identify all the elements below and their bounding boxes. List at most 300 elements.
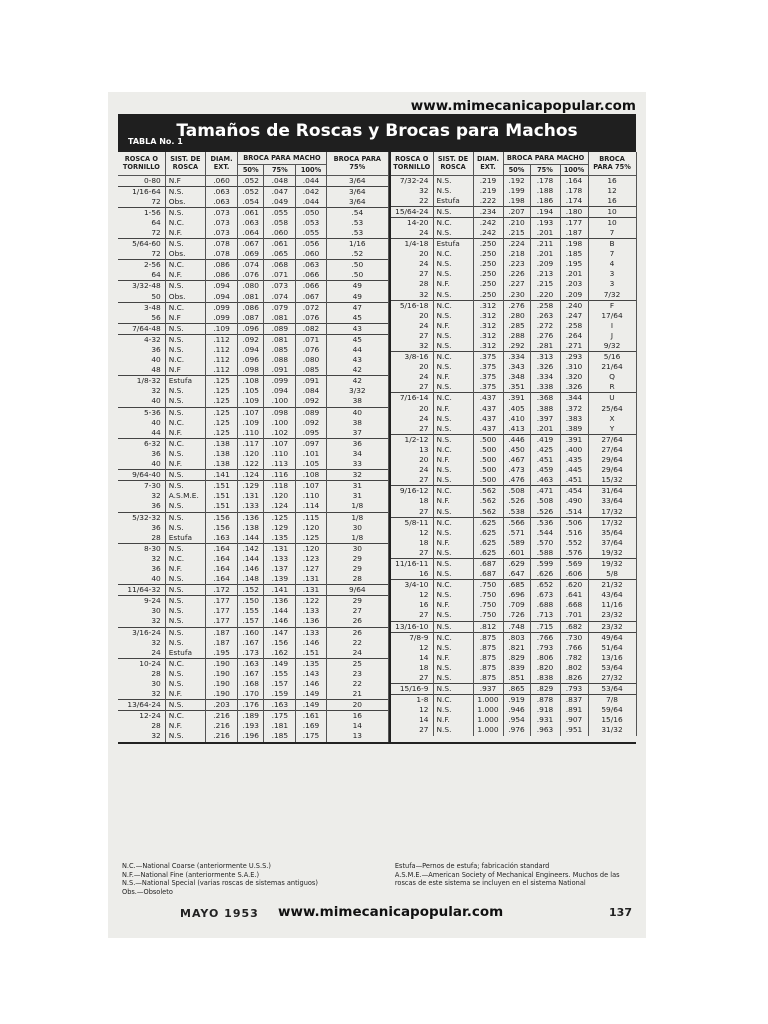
table-cell: 3/4-10 <box>391 580 433 591</box>
table-cell: 16 <box>391 600 433 610</box>
table-row <box>391 175 636 186</box>
table-cell: N.F. <box>433 372 473 382</box>
table-cell: .131 <box>264 543 296 554</box>
table-cell: X <box>588 414 636 424</box>
table-cell: .188 <box>530 186 560 196</box>
table-cell: .625 <box>473 528 503 538</box>
table-cell: 40 <box>326 407 388 418</box>
table-cell: 1.000 <box>473 695 503 706</box>
table-cell: .081 <box>264 313 296 324</box>
table-row <box>391 352 636 363</box>
table-cell: N.F. <box>165 428 205 439</box>
table-cell: 30 <box>118 606 165 616</box>
table-cell: N.F. <box>433 496 473 506</box>
table-cell: .203 <box>560 279 588 289</box>
table-row <box>118 418 389 428</box>
table-cell: 24 <box>391 372 433 382</box>
table-cell: .391 <box>503 393 530 404</box>
table-cell: .820 <box>530 663 560 673</box>
table-cell: .131 <box>238 491 264 501</box>
table-cell: .224 <box>503 239 530 250</box>
table-cell: 7/16-14 <box>391 393 433 404</box>
table-row <box>391 393 636 404</box>
table-cell: U <box>588 393 636 404</box>
table-cell: N.F. <box>433 279 473 289</box>
table-cell: .181 <box>264 721 296 731</box>
table-cell: .079 <box>264 302 296 313</box>
table-cell: 9-24 <box>118 596 165 607</box>
table-cell: .348 <box>503 372 530 382</box>
table-cell: 24 <box>326 648 388 659</box>
table-cell: .445 <box>560 465 588 475</box>
table-cell: 40 <box>118 418 165 428</box>
table-cell: 3/64 <box>326 197 388 208</box>
table-cell: .055 <box>296 228 326 239</box>
table-cell: .141 <box>264 585 296 596</box>
table-cell: .641 <box>560 590 588 600</box>
table-cell: 27 <box>391 673 433 684</box>
table-cell: N.S. <box>433 684 473 695</box>
table-cell: .076 <box>296 313 326 324</box>
table-row <box>118 711 389 722</box>
table-row <box>118 501 389 512</box>
table-cell: 24 <box>391 259 433 269</box>
table-cell: 17/32 <box>588 517 636 528</box>
table-cell: .209 <box>530 259 560 269</box>
table-row <box>391 507 636 518</box>
table-cell: N.C. <box>433 486 473 497</box>
table-row <box>118 345 389 355</box>
table-cell: .312 <box>473 331 503 341</box>
table-cell: .073 <box>205 218 237 228</box>
table-cell: .055 <box>264 207 296 218</box>
table-cell: 32 <box>118 731 165 741</box>
table-cell: .146 <box>296 679 326 689</box>
table-cell: N.C. <box>433 445 473 455</box>
table-cell: .116 <box>264 470 296 481</box>
table-cell: 29/64 <box>588 455 636 465</box>
table-cell: .250 <box>473 269 503 279</box>
table-cell: .812 <box>473 621 503 632</box>
table-cell: .113 <box>264 459 296 470</box>
table-cell: .131 <box>296 574 326 585</box>
table-cell: .838 <box>530 673 560 684</box>
table-cell: .074 <box>264 292 296 303</box>
table-cell: .878 <box>530 695 560 706</box>
table-cell: .185 <box>560 249 588 259</box>
table-cell: .164 <box>205 574 237 585</box>
table-cell: 44 <box>326 345 388 355</box>
table-cell: 43/64 <box>588 590 636 600</box>
table-row <box>118 679 389 689</box>
table-cell: .227 <box>503 279 530 289</box>
table-cell: .156 <box>205 512 237 523</box>
table-cell: .137 <box>264 564 296 574</box>
table-cell: 25/64 <box>588 404 636 414</box>
table-cell: 7/64-48 <box>118 323 165 334</box>
table-cell: .091 <box>264 365 296 376</box>
table-cell: 7-30 <box>118 481 165 492</box>
table-cell: .258 <box>560 321 588 331</box>
table-cell: .750 <box>473 610 503 621</box>
table-cell: .310 <box>560 362 588 372</box>
table-cell: Estufa <box>165 533 205 544</box>
table-cell: 34 <box>326 449 388 459</box>
col-sistema: SIST. DE ROSCA <box>433 152 473 175</box>
table-cell: Estufa <box>433 196 473 207</box>
table-cell: .250 <box>473 279 503 289</box>
table-cell: .216 <box>205 731 237 741</box>
table-cell: 28 <box>391 279 433 289</box>
table-cell: N.S. <box>433 414 473 424</box>
table-cell: N.F. <box>433 321 473 331</box>
col-diametro: DIAM. EXT. <box>205 152 237 175</box>
table-cell: .138 <box>205 438 237 449</box>
table-cell: .216 <box>205 711 237 722</box>
table-row <box>391 486 636 497</box>
table-cell: 16 <box>326 711 388 722</box>
table-row <box>391 279 636 289</box>
table-cell: .368 <box>530 393 560 404</box>
table-cell: .234 <box>473 206 503 217</box>
table-cell: .125 <box>205 428 237 439</box>
table-cell: .687 <box>473 558 503 569</box>
table-cell: 9/32 <box>588 341 636 352</box>
table-cell: 45 <box>326 334 388 345</box>
table-row <box>391 455 636 465</box>
table-cell: .601 <box>503 548 530 559</box>
table-row <box>118 218 389 228</box>
table-cell: .937 <box>473 684 503 695</box>
table-row <box>118 721 389 731</box>
table-row <box>118 616 389 627</box>
table-cell: .203 <box>205 700 237 711</box>
table-cell: N.S. <box>165 638 205 648</box>
table-cell: N.S. <box>433 548 473 559</box>
table-cell: .569 <box>560 558 588 569</box>
table-cell: .053 <box>296 218 326 228</box>
table-cell: .946 <box>503 705 530 715</box>
table-cell: .085 <box>264 345 296 355</box>
table-cell: .177 <box>205 606 237 616</box>
table-cell: N.F. <box>165 721 205 731</box>
table-cell: .149 <box>264 658 296 669</box>
table-cell: .388 <box>530 404 560 414</box>
table-cell: N.S. <box>165 345 205 355</box>
table-row <box>118 700 389 711</box>
table-cell: .53 <box>326 228 388 239</box>
table-row <box>118 270 389 281</box>
table-cell: N.S. <box>433 673 473 684</box>
table-cell: .151 <box>205 481 237 492</box>
table-cell: .829 <box>503 653 530 663</box>
table-cell: 4 <box>588 259 636 269</box>
table-cell: 24 <box>118 648 165 659</box>
table-cell: .122 <box>238 459 264 470</box>
table-cell: .135 <box>296 658 326 669</box>
table-cell: .146 <box>264 616 296 627</box>
table-cell: 5/16 <box>588 352 636 363</box>
table-row <box>118 491 389 501</box>
table-cell: .125 <box>205 376 237 387</box>
table-cell: N.F. <box>165 459 205 470</box>
table-cell: N.S. <box>433 434 473 445</box>
table-cell: .195 <box>205 648 237 659</box>
table-cell: .109 <box>205 323 237 334</box>
table-cell: .108 <box>296 470 326 481</box>
table-cell: 16 <box>588 175 636 186</box>
table-cell: .190 <box>205 669 237 679</box>
table-cell: .199 <box>503 186 530 196</box>
table-cell: .092 <box>238 334 264 345</box>
table-cell: .133 <box>238 501 264 512</box>
table-cell: .851 <box>503 673 530 684</box>
table-row <box>391 653 636 663</box>
table-cell: .061 <box>238 207 264 218</box>
table-row <box>118 731 389 741</box>
table-cell: 17/64 <box>588 311 636 321</box>
table-cell: .338 <box>530 382 560 393</box>
table-cell: 27 <box>391 725 433 735</box>
table-cell: .152 <box>238 585 264 596</box>
table-cell: .180 <box>560 206 588 217</box>
table-cell: J <box>588 331 636 341</box>
table-row <box>118 281 389 292</box>
table-cell: .097 <box>296 438 326 449</box>
table-cell: .508 <box>503 486 530 497</box>
right-table-panel <box>391 150 636 744</box>
table-cell: .118 <box>264 481 296 492</box>
table-cell: .187 <box>205 638 237 648</box>
table-cell: 64 <box>118 218 165 228</box>
table-cell: 1/2-12 <box>391 434 433 445</box>
footnotes-left <box>118 862 391 896</box>
table-cell: .435 <box>560 455 588 465</box>
table-cell: .129 <box>238 481 264 492</box>
table-cell: .875 <box>473 673 503 684</box>
col-broca-75: BROCA PARA 75% <box>326 152 388 175</box>
table-cell: 20 <box>391 455 433 465</box>
table-cell: .713 <box>530 610 560 621</box>
footnotes-right <box>391 862 636 896</box>
table-cell: .625 <box>473 538 503 548</box>
table-cell: .320 <box>560 372 588 382</box>
table-cell: .446 <box>503 434 530 445</box>
table-row <box>118 302 389 313</box>
issue-date: MAYO 1953 <box>180 907 259 920</box>
table-cell: 32 <box>118 638 165 648</box>
table-cell: 51/64 <box>588 643 636 653</box>
table-cell: .500 <box>473 475 503 486</box>
table-cell: Q <box>588 372 636 382</box>
table-cell: .218 <box>503 249 530 259</box>
table-cell: .263 <box>530 311 560 321</box>
table-cell: 28 <box>118 669 165 679</box>
table-cell: .125 <box>296 533 326 544</box>
table-cell: .196 <box>238 731 264 741</box>
table-cell: .215 <box>530 279 560 289</box>
table-cell: .190 <box>205 679 237 689</box>
table-cell: 5/32-32 <box>118 512 165 523</box>
col-rosca: ROSCA O TORNILLO <box>391 152 433 175</box>
table-cell: .250 <box>473 290 503 301</box>
table-cell: .144 <box>238 554 264 564</box>
table-cell: 27 <box>391 382 433 393</box>
table-cell: .092 <box>296 396 326 407</box>
table-cell: .223 <box>503 259 530 269</box>
table-row <box>391 684 636 695</box>
table-cell: 44 <box>118 428 165 439</box>
col-sistema: SIST. DE ROSCA <box>165 152 205 175</box>
footnote: N.C.—National Coarse (anteriormente U.S.S.) <box>122 862 271 870</box>
table-cell: .375 <box>473 372 503 382</box>
table-cell: .220 <box>530 290 560 301</box>
page-title: Tamaños de Roscas y Brocas para Machos <box>176 121 578 141</box>
table-cell: N.S. <box>165 669 205 679</box>
table-cell: .473 <box>503 465 530 475</box>
table-cell: 2-56 <box>118 260 165 271</box>
table-cell: .160 <box>238 627 264 638</box>
table-cell: Obs. <box>165 197 205 208</box>
table-cell: .107 <box>264 438 296 449</box>
footnote: Estufa—Pernos de estufa; fabricación standard <box>394 862 550 870</box>
table-cell: .174 <box>560 196 588 207</box>
table-cell: .280 <box>503 311 530 321</box>
col-diametro: DIAM. EXT. <box>473 152 503 175</box>
table-cell: .226 <box>503 269 530 279</box>
table-cell: .125 <box>205 418 237 428</box>
table-row <box>391 228 636 239</box>
table-cell: .141 <box>205 470 237 481</box>
site-url-top[interactable]: www.mimecanicapopular.com <box>410 98 636 114</box>
table-cell: .247 <box>560 311 588 321</box>
table-cell: .085 <box>296 365 326 376</box>
table-cell: .089 <box>296 407 326 418</box>
table-cell: N.S. <box>433 528 473 538</box>
table-cell: .271 <box>560 341 588 352</box>
table-cell: N.C. <box>165 260 205 271</box>
table-cell: .875 <box>473 643 503 653</box>
table-cell: 29/64 <box>588 465 636 475</box>
table-row <box>118 386 389 396</box>
table-cell: .178 <box>530 175 560 186</box>
table-cell: N.S. <box>165 186 205 197</box>
table-row <box>118 376 389 387</box>
table-cell: .467 <box>503 455 530 465</box>
table-cell: .954 <box>503 715 530 725</box>
table-cell: .52 <box>326 249 388 260</box>
table-cell: N.S. <box>165 627 205 638</box>
table-cell: N.F. <box>165 270 205 281</box>
table-cell: N.C. <box>433 695 473 706</box>
table-cell: .571 <box>503 528 530 538</box>
table-cell: .293 <box>560 352 588 363</box>
table-cell: N.F. <box>433 538 473 548</box>
table-cell: .102 <box>264 428 296 439</box>
table-cell: 15/64-24 <box>391 206 433 217</box>
table-cell: R <box>588 382 636 393</box>
table-cell: 72 <box>118 197 165 208</box>
table-cell: .242 <box>473 228 503 239</box>
table-cell: 20 <box>391 362 433 372</box>
table-cell: .201 <box>560 269 588 279</box>
table-cell: .673 <box>530 590 560 600</box>
table-cell: .163 <box>205 533 237 544</box>
table-cell: N.F. <box>165 689 205 700</box>
table-cell: .139 <box>264 574 296 585</box>
table-cell: .375 <box>473 352 503 363</box>
table-cell: .201 <box>530 249 560 259</box>
table-cell: .138 <box>205 449 237 459</box>
table-row <box>118 658 389 669</box>
table-cell: .168 <box>238 679 264 689</box>
table-cell: N.S. <box>433 558 473 569</box>
table-cell: 42 <box>326 365 388 376</box>
table-cell: 20 <box>391 249 433 259</box>
table-cell: 21/64 <box>588 362 636 372</box>
table-cell: .087 <box>238 313 264 324</box>
table-row <box>118 355 389 365</box>
table-cell: .096 <box>238 323 264 334</box>
table-cell: .136 <box>238 512 264 523</box>
table-cell: .688 <box>530 600 560 610</box>
table-cell: .516 <box>560 528 588 538</box>
table-cell: 32 <box>118 689 165 700</box>
table-cell: 56 <box>118 313 165 324</box>
site-url-bottom[interactable]: www.mimecanicapopular.com <box>278 904 504 920</box>
table-row <box>118 197 389 208</box>
table-row <box>118 554 389 564</box>
table-cell: 32 <box>391 290 433 301</box>
table-cell: .562 <box>473 496 503 506</box>
table-cell: .54 <box>326 207 388 218</box>
table-cell: 1/4-18 <box>391 239 433 250</box>
table-cell: .109 <box>238 418 264 428</box>
page-number: 137 <box>609 906 632 919</box>
table-cell: .709 <box>503 600 530 610</box>
table-cell: 38 <box>326 396 388 407</box>
table-cell: 32 <box>391 186 433 196</box>
table-cell: .185 <box>264 731 296 741</box>
table-cell: 53/64 <box>588 684 636 695</box>
table-cell: .907 <box>560 715 588 725</box>
table-cell: N.S. <box>433 269 473 279</box>
table-row <box>391 290 636 301</box>
table-cell: 16 <box>588 196 636 207</box>
table-cell: .726 <box>503 610 530 621</box>
table-cell: 49 <box>326 281 388 292</box>
table-cell: 3 <box>588 269 636 279</box>
table-cell: N.S. <box>433 290 473 301</box>
table-cell: 5/8-11 <box>391 517 433 528</box>
table-row <box>118 239 389 250</box>
table-cell: 47 <box>326 302 388 313</box>
table-cell: .748 <box>503 621 530 632</box>
table-cell: .122 <box>296 596 326 607</box>
table-row <box>118 606 389 616</box>
table-cell: .919 <box>503 695 530 706</box>
table-cell: .144 <box>238 533 264 544</box>
table-cell: .164 <box>205 564 237 574</box>
table-cell: 30 <box>326 543 388 554</box>
table-cell: .410 <box>503 414 530 424</box>
table-cell: .176 <box>238 700 264 711</box>
table-cell: N.S. <box>165 470 205 481</box>
table-cell: 30 <box>326 523 388 533</box>
table-cell: 3/64 <box>326 186 388 197</box>
table-cell: .063 <box>205 197 237 208</box>
table-cell: .110 <box>296 491 326 501</box>
